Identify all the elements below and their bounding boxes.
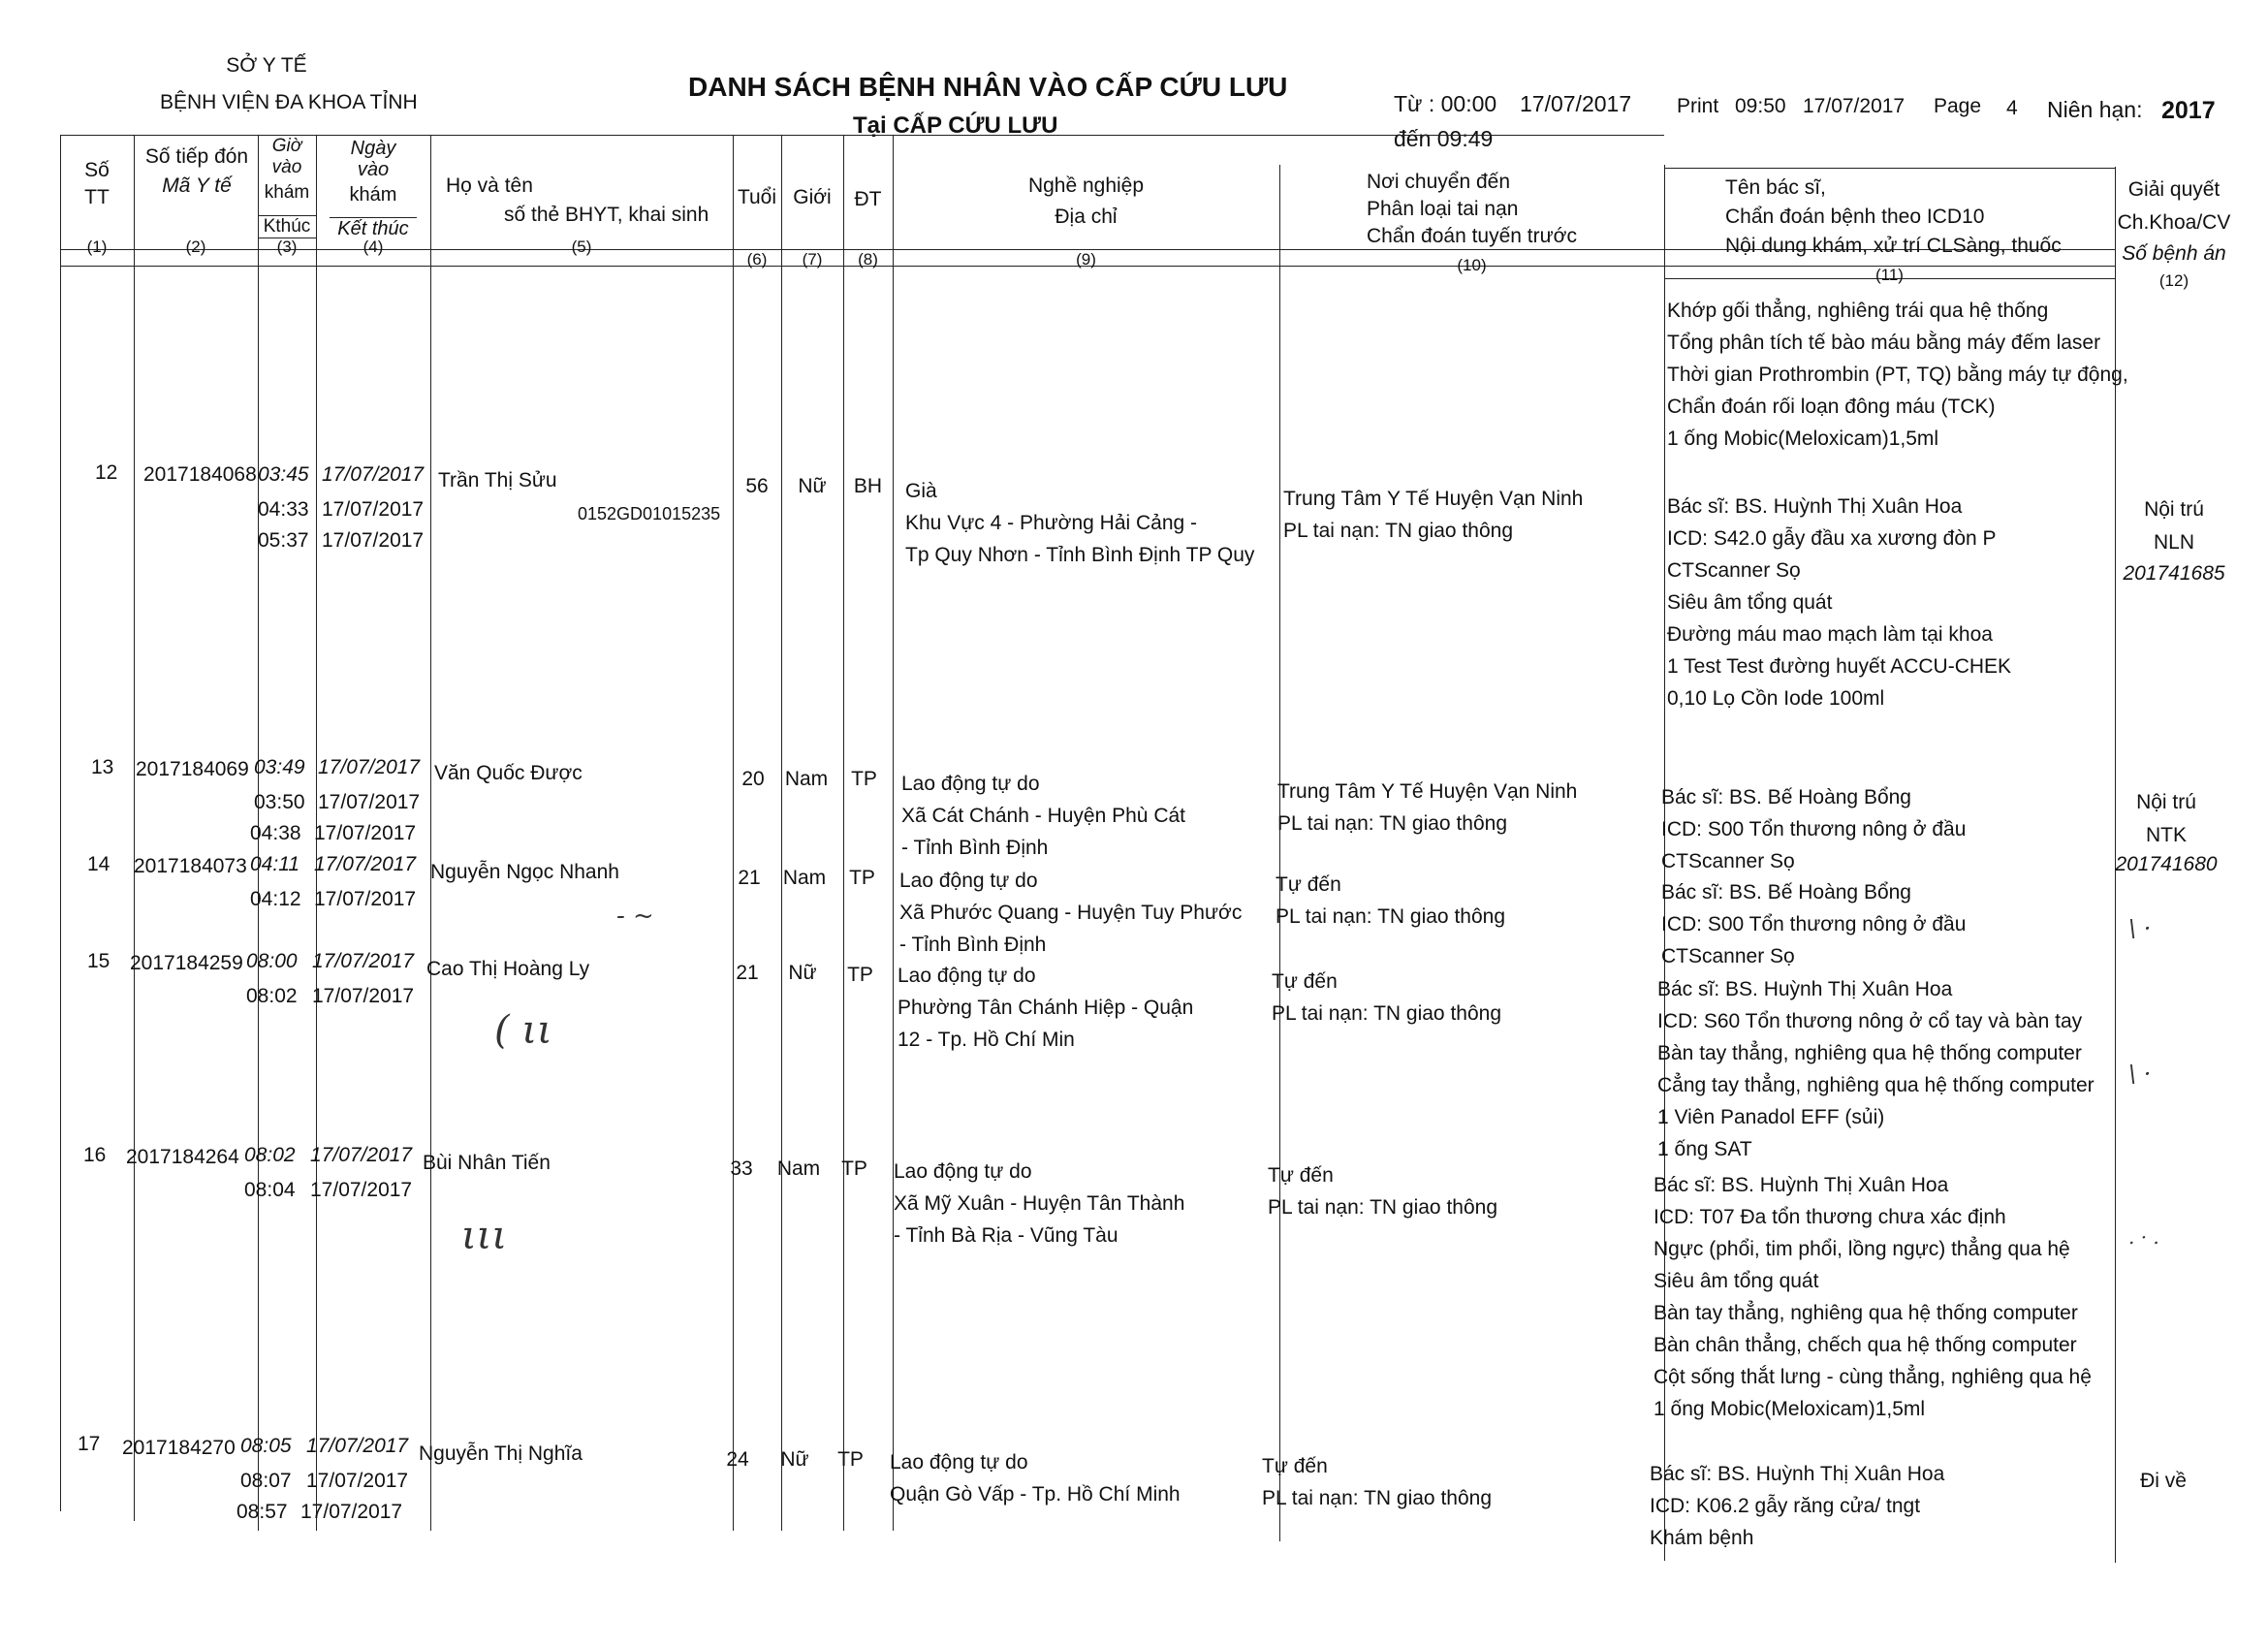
row-code: 2017184270 — [122, 1437, 236, 1459]
row-time-exam: 03:50 — [254, 791, 305, 813]
row-transfer — [1283, 483, 1583, 547]
address-line: - Tỉnh Bà Rịa - Vũng Tàu — [894, 1224, 1118, 1247]
row-time-exam: 04:12 — [250, 888, 301, 910]
row-code: 2017184259 — [130, 952, 243, 974]
address-line: Già — [905, 480, 937, 502]
row-dt: TP — [849, 867, 875, 889]
col-header-date-4: Kết thúc — [330, 217, 417, 240]
row-patient-name: Nguyễn Thị Nghĩa — [419, 1442, 583, 1465]
transfer-line: PL tai nạn: TN giao thông — [1262, 1487, 1492, 1509]
col-header-date-3: khám — [349, 184, 397, 206]
col-header-date-2: vào — [357, 159, 390, 180]
row-notes — [1657, 973, 2095, 1165]
note-line: Thời gian Prothrombin (PT, TQ) bằng máy tự động, — [1667, 364, 2128, 386]
address-line: Khu Vực 4 - Phường Hải Cảng - — [905, 512, 1198, 534]
address-line: Lao động tự do — [890, 1451, 1028, 1474]
col-header-code-2: Mã Y tế — [162, 174, 232, 197]
row-record-number: 201741680 — [2115, 853, 2218, 875]
col-number: (11) — [1875, 266, 1904, 284]
row-sex: Nam — [776, 1157, 821, 1180]
handwritten-signature: ( ιι — [494, 1008, 552, 1053]
handwritten-signature: \ · — [2128, 915, 2152, 942]
handwritten-signature: \ · — [2128, 1061, 2152, 1088]
row-dt: TP — [851, 768, 877, 790]
col-number: (10) — [1457, 256, 1487, 274]
row-job-address — [894, 1156, 1184, 1252]
handwritten-signature: ιιι — [461, 1214, 508, 1258]
row-date-start: 17/07/2017 — [306, 1435, 409, 1457]
note-line: 1 Test Test đường huyết ACCU-CHEK — [1667, 655, 2012, 678]
row-time-exam: 08:07 — [240, 1470, 292, 1492]
address-line: - Tỉnh Bình Định — [899, 934, 1047, 956]
row-sex: Nam — [782, 867, 827, 889]
address-line: Lao động tự do — [899, 870, 1038, 892]
address-line: Xã Phước Quang - Huyện Tuy Phước — [899, 902, 1243, 924]
address-line: Phường Tân Chánh Hiệp - Quận — [898, 997, 1194, 1019]
row-time-start: 08:00 — [246, 950, 298, 972]
address-line: - Tỉnh Bình Định — [901, 837, 1049, 859]
row-time-start: 08:02 — [244, 1144, 296, 1166]
row-sex: Nữ — [780, 1448, 809, 1471]
date-from-label: Từ : 00:00 — [1394, 91, 1497, 116]
note-line: Bàn chân thẳng, chếch qua hệ thống computer — [1654, 1334, 2077, 1356]
note-line: ICD: T07 Đa tổn thương chưa xác định — [1654, 1206, 2006, 1228]
row-dt: TP — [847, 964, 873, 986]
note-line: ICD: S60 Tổn thương nông ở cổ tay và bàn tay — [1657, 1010, 2083, 1032]
col-header-result-3: Số bệnh án — [2122, 242, 2226, 265]
note-line: CTScanner Sọ — [1667, 559, 1801, 582]
row-stt: 13 — [91, 756, 114, 778]
col-header-code: Số tiếp đón — [144, 145, 249, 168]
row-date-exam: 17/07/2017 — [318, 791, 421, 813]
row-dt: TP — [841, 1157, 867, 1180]
row-date-exam: 17/07/2017 — [310, 1179, 413, 1201]
transfer-line: PL tai nạn: TN giao thông — [1276, 905, 1505, 928]
note-line: ICD: S00 Tổn thương nông ở đầu — [1661, 913, 1967, 935]
row-notes — [1661, 876, 1966, 972]
row-time-exam: 08:02 — [246, 985, 298, 1007]
col-header-time-2: vào — [271, 157, 302, 177]
handwritten-signature: . · . — [2128, 1225, 2159, 1249]
transfer-line: Trung Tâm Y Tế Huyện Vạn Ninh — [1283, 488, 1584, 510]
row-stt: 14 — [87, 853, 110, 875]
row-result: Nội trú — [2136, 791, 2196, 813]
row-dt: TP — [837, 1448, 864, 1471]
transfer-line: PL tai nạn: TN giao thông — [1277, 812, 1507, 835]
note-line: CTScanner Sọ — [1661, 945, 1795, 967]
note-line: Bác sĩ: BS. Bế Hoàng Bổng — [1661, 786, 1911, 808]
row-stt: 15 — [87, 950, 110, 972]
note-line: Siêu âm tổng quát — [1654, 1270, 1819, 1292]
col-header-time-4: Kthúc — [258, 215, 316, 238]
address-line: Xã Mỹ Xuân - Huyện Tân Thành — [894, 1192, 1185, 1215]
row-code: 2017184068 — [143, 463, 257, 486]
col-header-transfer: Nơi chuyển đến — [1367, 171, 1511, 193]
col-number: (7) — [802, 250, 823, 269]
col-number: (9) — [1076, 250, 1096, 269]
note-line: Cột sống thắt lưng - cùng thẳng, nghiêng qua hệ — [1654, 1366, 2092, 1388]
row-job-address — [899, 865, 1242, 961]
transfer-line: Tự đến — [1262, 1455, 1328, 1477]
date-from: 17/07/2017 — [1520, 91, 1632, 116]
col-number: (4) — [362, 238, 384, 256]
col-header-notes-2: Chẩn đoán bệnh theo ICD10 — [1725, 206, 1985, 228]
year-label: Niên hạn: — [2047, 97, 2143, 122]
note-line: Khám bệnh — [1650, 1527, 1754, 1549]
row-date-start: 17/07/2017 — [318, 756, 421, 778]
address-line: 12 - Tp. Hồ Chí Min — [898, 1029, 1075, 1051]
row-notes — [1650, 1458, 1944, 1554]
col-header-time-1: Giờ — [271, 136, 302, 156]
row-time-end: 04:38 — [250, 822, 301, 844]
row-insurance-card: 0152GD01015235 — [578, 504, 721, 523]
row-time-start: 04:11 — [250, 853, 299, 875]
col-number: (1) — [86, 238, 108, 256]
address-line: Lao động tự do — [894, 1160, 1032, 1183]
row-date-exam: 17/07/2017 — [306, 1470, 409, 1492]
hospital-name: BỆNH VIỆN ĐA KHOA TỈNH — [160, 91, 418, 113]
col-header-stt: Số — [84, 159, 110, 181]
address-line: Lao động tự do — [901, 773, 1040, 795]
transfer-line: PL tai nạn: TN giao thông — [1272, 1002, 1501, 1025]
note-line: Bác sĩ: BS. Huỳnh Thị Xuân Hoa — [1650, 1463, 1945, 1485]
col-header-notes-3: Nội dung khám, xử trí CLSàng, thuốc — [1725, 235, 2062, 257]
row-time-start: 03:45 — [258, 463, 309, 486]
transfer-line: Tự đến — [1276, 873, 1341, 896]
address-line: Tp Quy Nhơn - Tỉnh Bình Định TP Quy — [905, 544, 1255, 566]
note-line: Bác sĩ: BS. Huỳnh Thị Xuân Hoa — [1667, 495, 1963, 518]
note-line: Cẳng tay thẳng, nghiêng qua hệ thống computer — [1657, 1074, 2095, 1096]
col-header-stt-2: TT — [84, 186, 110, 208]
note-line: Tổng phân tích tế bào máu bằng máy đếm laser — [1667, 332, 2101, 354]
row-notes — [1667, 491, 2011, 714]
note-line: Bàn tay thẳng, nghiêng qua hệ thống computer — [1657, 1042, 2082, 1064]
print-time: 09:50 — [1735, 95, 1786, 117]
col-header-notes: Tên bác sĩ, — [1725, 176, 1826, 199]
note-line: Khớp gối thẳng, nghiêng trái qua hệ thống — [1667, 300, 2049, 322]
col-header-name: Họ và tên — [446, 174, 533, 197]
col-header-transfer-2: Phân loại tai nạn — [1367, 198, 1519, 220]
col-header-transfer-3: Chẩn đoán tuyến trước — [1367, 225, 1577, 247]
row-date-start: 17/07/2017 — [310, 1144, 413, 1166]
row-date-exam: 17/07/2017 — [312, 985, 415, 1007]
row-transfer — [1268, 1159, 1497, 1223]
row-record-number: 201741685 — [2123, 562, 2225, 585]
row-age: 24 — [726, 1448, 749, 1471]
print-label: Print — [1677, 95, 1719, 117]
transfer-line: Trung Tâm Y Tế Huyện Vạn Ninh — [1277, 780, 1578, 803]
page-subtitle: Tại CẤP CỨU LƯU — [853, 112, 1058, 139]
note-line: ICD: S42.0 gẫy đầu xa xương đòn P — [1667, 527, 1997, 550]
note-line: Ngực (phổi, tim phổi, lồng ngực) thẳng qua hệ — [1654, 1238, 2070, 1260]
row-age: 20 — [741, 768, 765, 790]
row-transfer — [1276, 869, 1505, 933]
note-line: Bác sĩ: BS. Bế Hoàng Bổng — [1661, 881, 1911, 903]
row-date-end: 17/07/2017 — [300, 1501, 403, 1523]
col-header-name-2: số thẻ BHYT, khai sinh — [504, 204, 709, 226]
row-time-exam: 04:33 — [258, 498, 309, 521]
row-code: 2017184069 — [136, 758, 249, 780]
note-line: ICD: K06.2 gẫy răng cửa/ tngt — [1650, 1495, 1921, 1517]
row-date-end: 17/07/2017 — [314, 822, 417, 844]
row-time-end: 08:57 — [236, 1501, 288, 1523]
row-time-end: 05:37 — [258, 529, 309, 552]
row-time-start: 03:49 — [254, 756, 305, 778]
row-notes — [1654, 1169, 2092, 1425]
row-code: 2017184073 — [134, 855, 247, 877]
col-header-job-2: Địa chỉ — [1055, 206, 1118, 228]
note-line: Bàn tay thẳng, nghiêng qua hệ thống computer — [1654, 1302, 2078, 1324]
col-header-result-2: Ch.Khoa/CV — [2117, 211, 2231, 234]
row-notes — [1661, 781, 1966, 877]
col-number: (6) — [746, 250, 768, 269]
transfer-line: PL tai nạn: TN giao thông — [1268, 1196, 1497, 1219]
row-date-start: 17/07/2017 — [312, 950, 415, 972]
row-job-address — [905, 475, 1254, 571]
row-date-exam: 17/07/2017 — [314, 888, 417, 910]
row-patient-name: Văn Quốc Được — [434, 762, 583, 784]
note-line: 1 ống Mobic(Meloxicam)1,5ml — [1667, 428, 1939, 450]
row-result-dept: NTK — [2146, 824, 2187, 846]
row-result-dept: NLN — [2153, 531, 2194, 554]
handwritten-signature: - ~ — [616, 902, 654, 931]
row-transfer — [1277, 776, 1577, 840]
transfer-line: Tự đến — [1272, 970, 1338, 993]
col-header-job: Nghề nghiệp — [1027, 174, 1145, 197]
row-date-start: 17/07/2017 — [314, 853, 417, 875]
row-transfer — [1272, 966, 1501, 1030]
print-date: 17/07/2017 — [1803, 95, 1906, 117]
row-age: 21 — [738, 867, 761, 889]
row-age: 56 — [745, 475, 769, 497]
note-line: CTScanner Sọ — [1661, 850, 1795, 872]
row-patient-name: Nguyễn Ngọc Nhanh — [430, 861, 619, 883]
note-line: ICD: S00 Tổn thương nông ở đầu — [1661, 818, 1967, 840]
col-header-sex: Giới — [793, 186, 832, 208]
address-line: Quận Gò Vấp - Tp. Hồ Chí Minh — [890, 1483, 1181, 1505]
row-patient-name: Trần Thị Sửu — [438, 469, 557, 491]
col-number: (12) — [2158, 271, 2189, 290]
col-number: (5) — [571, 238, 592, 256]
note-line: 1 ống SAT — [1657, 1138, 1752, 1160]
page-number: 4 — [2006, 97, 2018, 119]
address-line: Xã Cát Chánh - Huyện Phù Cát — [901, 805, 1185, 827]
row-date-exam: 17/07/2017 — [322, 498, 425, 521]
note-line: 1 ống Mobic(Meloxicam)1,5ml — [1654, 1398, 1926, 1420]
note-line: 0,10 Lọ Cồn Iode 100ml — [1667, 687, 1885, 710]
row-sex: Nữ — [788, 962, 817, 984]
col-header-date-1: Ngày — [350, 138, 396, 159]
note-line: Đường máu mao mạch làm tại khoa — [1667, 623, 1993, 646]
col-number: (3) — [276, 238, 298, 256]
row-date-end: 17/07/2017 — [322, 529, 425, 552]
row-patient-name: Bùi Nhân Tiến — [423, 1152, 551, 1174]
transfer-line: PL tai nạn: TN giao thông — [1283, 520, 1513, 542]
row-code: 2017184264 — [126, 1146, 239, 1168]
carryover-notes — [1667, 295, 2128, 455]
col-header-time-3: khám — [264, 182, 310, 203]
row-job-address — [901, 768, 1185, 864]
row-date-start: 17/07/2017 — [322, 463, 425, 486]
row-result: Nội trú — [2144, 498, 2204, 521]
row-stt: 12 — [95, 461, 118, 484]
col-header-result: Giải quyết — [2127, 178, 2221, 201]
page-label: Page — [1934, 95, 1982, 117]
row-transfer — [1262, 1450, 1492, 1514]
note-line: Bác sĩ: BS. Huỳnh Thị Xuân Hoa — [1657, 978, 1953, 1000]
year-value: 2017 — [2161, 97, 2216, 124]
row-job-address — [898, 960, 1193, 1056]
row-age: 21 — [736, 962, 759, 984]
page-title: DANH SÁCH BỆNH NHÂN VÀO CẤP CỨU LƯU — [688, 72, 1288, 102]
col-header-age: Tuổi — [737, 186, 777, 208]
row-age: 33 — [730, 1157, 753, 1180]
note-line: Siêu âm tổng quát — [1667, 591, 1833, 614]
col-number: (8) — [858, 250, 878, 269]
row-sex: Nam — [784, 768, 829, 790]
note-line: 1 Viên Panadol EFF (sủi) — [1657, 1106, 1885, 1128]
row-patient-name: Cao Thị Hoàng Ly — [426, 958, 590, 980]
row-stt: 17 — [78, 1433, 101, 1455]
note-line: Bác sĩ: BS. Huỳnh Thị Xuân Hoa — [1654, 1174, 1949, 1196]
transfer-line: Tự đến — [1268, 1164, 1334, 1187]
row-result: Đi về — [2140, 1470, 2187, 1492]
date-to: đến 09:49 — [1394, 126, 1494, 151]
col-number: (2) — [185, 238, 206, 256]
department-name: SỞ Y TẾ — [226, 54, 307, 77]
col-header-dt: ĐT — [854, 188, 882, 210]
row-dt: BH — [853, 475, 883, 497]
row-job-address — [890, 1446, 1181, 1510]
row-time-exam: 08:04 — [244, 1179, 296, 1201]
address-line: Lao động tự do — [898, 965, 1036, 987]
row-time-start: 08:05 — [240, 1435, 292, 1457]
note-line: Chẩn đoán rối loạn đông máu (TCK) — [1667, 396, 1996, 418]
row-stt: 16 — [83, 1144, 107, 1166]
row-sex: Nữ — [798, 475, 827, 497]
